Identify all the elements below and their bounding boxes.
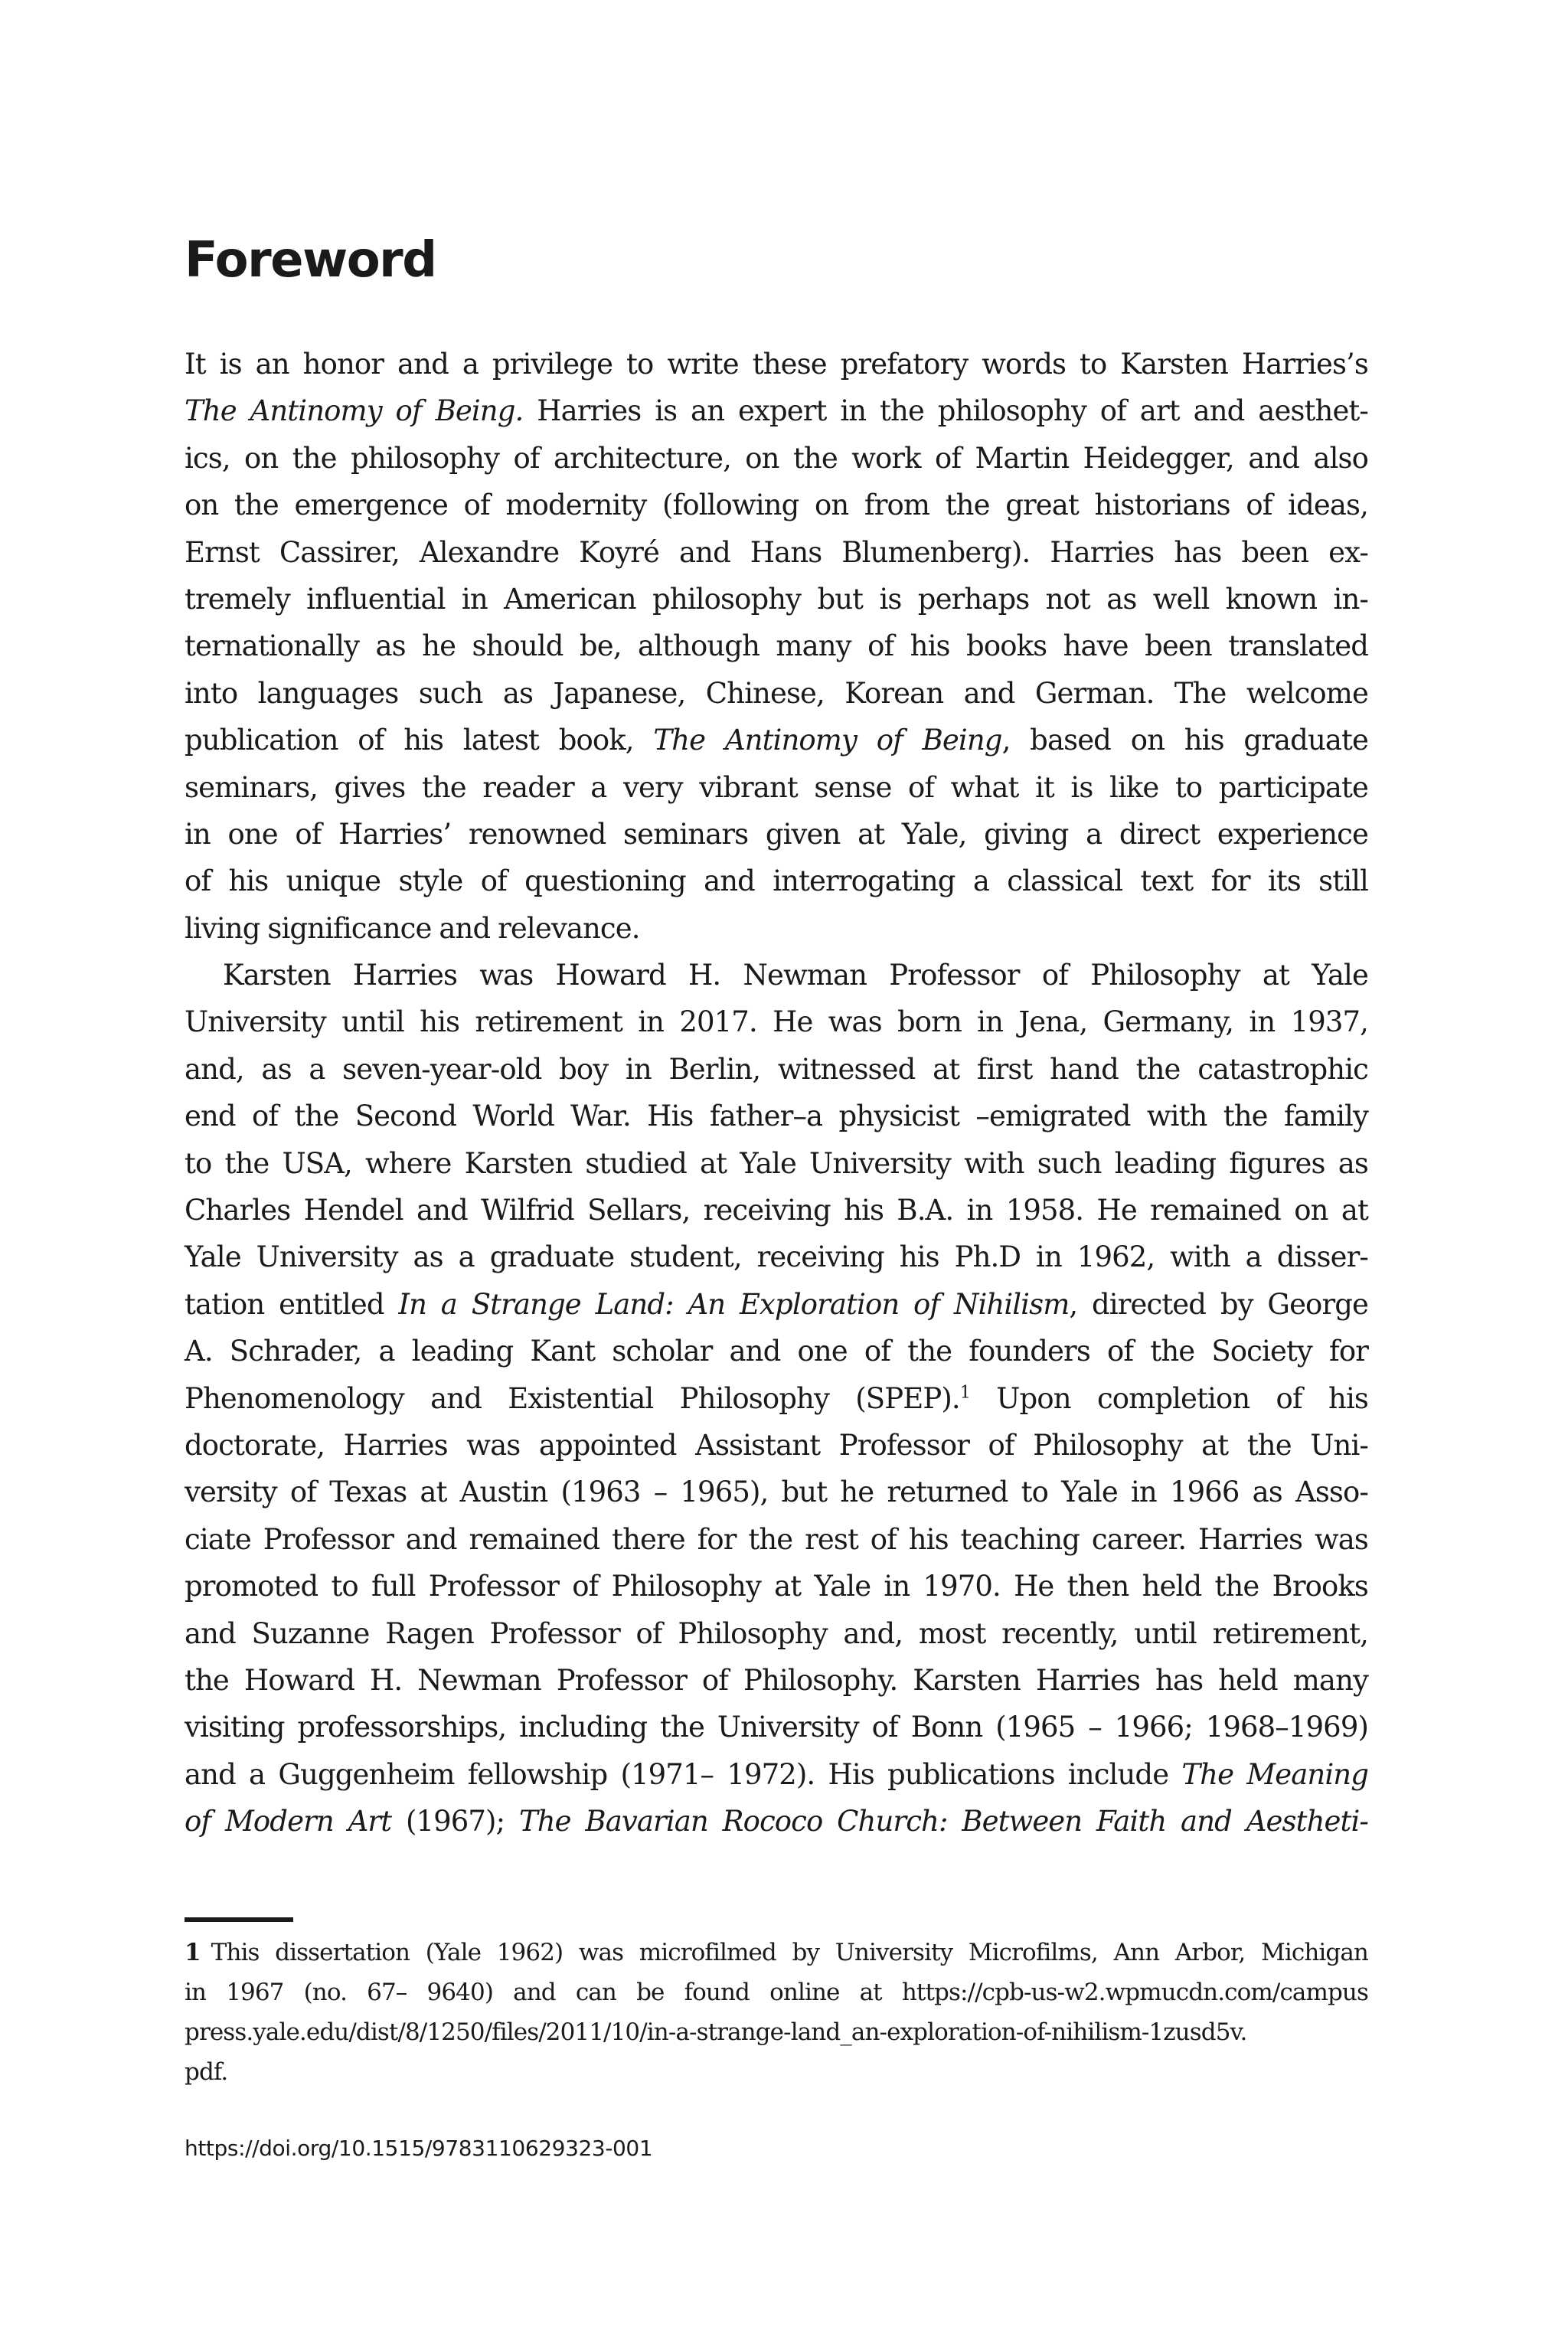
- text-line: Ernst Cassirer, Alexandre Koyré and Hans Blumenberg). Harries has been ex-: [185, 535, 1368, 569]
- text-line: University until his retirement in 2017. He was born in Jena, Germany, in 1937,: [185, 1005, 1368, 1039]
- footnote-marker[interactable]: 1: [959, 1382, 970, 1403]
- footnote: [185, 1933, 1368, 2092]
- text-line: promoted to full Professor of Philosophy at Yale in 1970. He then held the Brooks: [185, 1570, 1368, 1603]
- text-line: Phenomenology and Existential Philosophy (SPEP).$^1$ Upon completion of his: [185, 1381, 1368, 1415]
- text-line: doctorate, Harries was appointed Assistant Professor of Philosophy at the Uni-: [185, 1428, 1368, 1462]
- text-line: Charles Hendel and Wilfrid Sellars, receiving his B.A. in 1958. He remained on at: [185, 1194, 1368, 1227]
- text-line: living significance and relevance.: [185, 911, 640, 945]
- text-line: end of the Second World War. His father–a physicist –emigrated with the family: [185, 1100, 1368, 1133]
- body-text: [185, 341, 1368, 1845]
- text-line: ternationally as he should be, although many of his books have been translated: [185, 629, 1368, 663]
- text-line: in one of Harries’ renowned seminars given at Yale, giving a direct experience: [185, 817, 1368, 851]
- text-line: ciate Professor and remained there for the rest of his teaching career. Harries was: [185, 1522, 1368, 1556]
- text-line: to the USA, where Karsten studied at Yale University with such leading figures as: [185, 1146, 1368, 1180]
- text-line: tation entitled In a Strange Land: An Exploration of Nihilism, directed by George: [185, 1287, 1369, 1321]
- text-line: ics, on the philosophy of architecture, on the work of Martin Heidegger, and also: [185, 441, 1368, 475]
- text-line: It is an honor and a privilege to write these prefatory words to Karsten Harries’s: [185, 348, 1368, 381]
- text-line: and, as a seven-year-old boy in Berlin, witnessed at first hand the catastrophic: [185, 1052, 1368, 1086]
- text-line: the Howard H. Newman Professor of Philosophy. Karsten Harries has held many: [185, 1663, 1368, 1697]
- footnote-divider: [185, 1917, 293, 1922]
- text-line: publication of his latest book, The Antinomy of Being, based on his graduate: [185, 724, 1369, 757]
- text-line: Yale University as a graduate student, receiving his Ph.D in 1962, with a disser-: [185, 1240, 1368, 1274]
- text-line: of his unique style of questioning and interrogating a classical text for its still: [185, 864, 1368, 898]
- text-line: of Modern Art (1967); The Bavarian Rococo Church: Between Faith and Aestheti-: [185, 1805, 1369, 1838]
- text-line: into languages such as Japanese, Chinese, Korean and German. The welcome: [185, 676, 1368, 710]
- text-line: The Antinomy of Being. Harries is an expert in the philosophy of art and aesthet-: [185, 394, 1369, 428]
- footnote-line: in 1967 (no. 67– 9640) and can be found online at https://cpb-us-w2.wpmucdn.com/campus: [185, 1979, 1368, 2006]
- doi-link[interactable]: https://doi.org/10.1515/9783110629323-001: [185, 2136, 653, 2161]
- text-line: Karsten Harries was Howard H. Newman Professor of Philosophy at Yale: [223, 959, 1368, 992]
- chapter-title: Foreword: [185, 232, 436, 289]
- footnote-number: 1: [185, 1939, 201, 1966]
- text-line: seminars, gives the reader a very vibrant sense of what it is like to participate: [185, 770, 1368, 804]
- footnote-line: pdf.: [185, 2058, 228, 2086]
- footnote-line: 1 This dissertation (Yale 1962) was microfilmed by University Microfilms, Ann Arbor, Michigan: [185, 1939, 1368, 1966]
- text-line: on the emergence of modernity (following on from the great historians of ideas,: [185, 489, 1368, 522]
- text-line: A. Schrader, a leading Kant scholar and one of the founders of the Society for: [185, 1335, 1368, 1368]
- text-line: visiting professorships, including the University of Bonn (1965 – 1966; 1968–1969): [185, 1711, 1368, 1744]
- text-line: and Suzanne Ragen Professor of Philosophy and, most recently, until retirement,: [185, 1616, 1368, 1650]
- text-line: versity of Texas at Austin (1963 – 1965), but he returned to Yale in 1966 as Asso-: [185, 1476, 1368, 1509]
- footnote-line: press.yale.edu/dist/8/1250/files/2011/10/in-a-strange-land_an-exploration-of-nihilism-1zusd5v.: [185, 2018, 1247, 2046]
- text-line: tremely influential in American philosophy but is perhaps not as well known in-: [185, 582, 1368, 616]
- book-page: [185, 0, 1368, 2327]
- text-line: and a Guggenheim fellowship (1971– 1972). His publications include The Meaning: [185, 1757, 1368, 1791]
